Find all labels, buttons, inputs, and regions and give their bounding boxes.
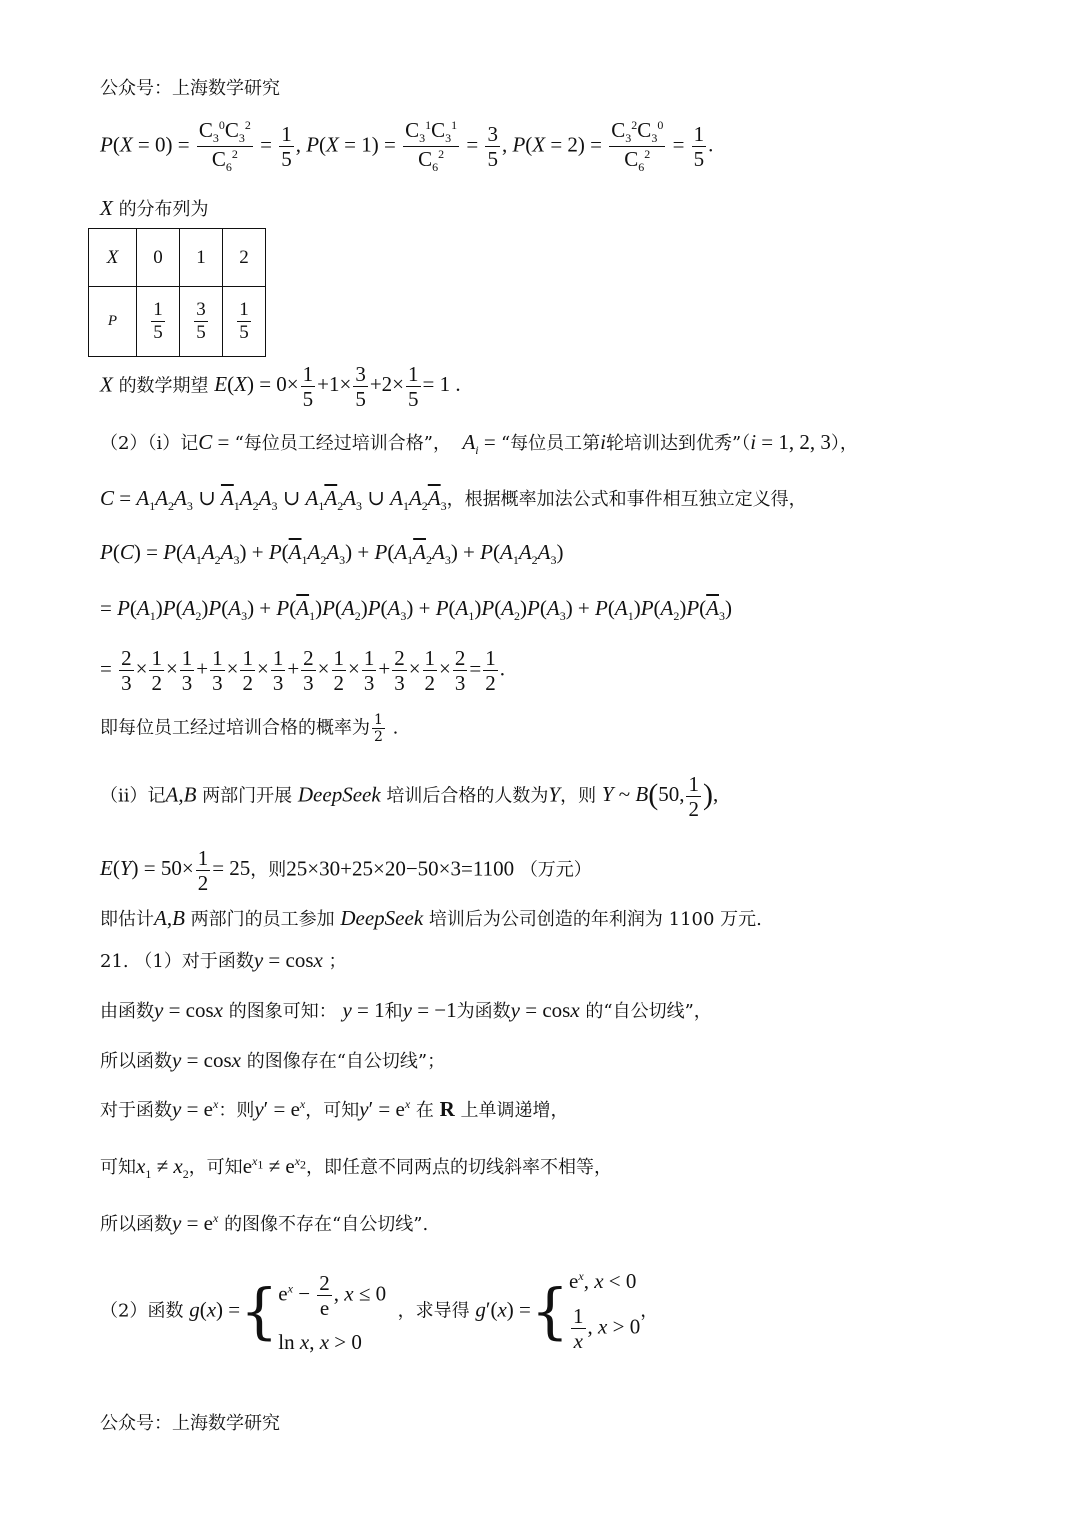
distribution-table (88, 228, 266, 357)
event-union: $C = A_1A_2A_3$ ∪ $\overline{A}_1A_2A_3$ ∪ $A_1\overline{A}_2A_3$ ∪ $A_1A_2\overline{A}_3$，根据概率加法公式和事件相互独立定义得， (100, 486, 807, 514)
footer-source: 公众号：上海数学研究 (100, 1413, 280, 1434)
table-value: 2 (223, 229, 266, 287)
q21-part2-function: （2）函数 g(x) ={ $e^x$ − $\frac{2}{e}$ , x ≤ 0 ln x, x > 0 ，求导得 g′(x) ={ $e^x$, x < 0 $\frac{1}{x}$ , x > 0 ， (100, 1269, 659, 1354)
part2ii-definition: （ii）记A,B 两部门开展 DeepSeek 培训后合格的人数为Y，则 Y ~ B(50, $\frac{1}{2}$ ), (100, 772, 719, 822)
table-prob: $\frac{1}{5}$ (223, 287, 266, 357)
q21-cos-conclusion: 所以函数y = cosx 的图像存在“自公切线”； (100, 1048, 446, 1072)
prob-equations: P(X = 0) = $\frac{C_3^0C_3^2}{C_6^2}$ = $\frac{1}{5}$ , P(X = 1) = $\frac{C_3^1C_3^1}{C_6^2}$ = $\frac{3}{5}$ , P(X = 2) = $\frac{C_3^2C_3^0}{C_6^2}$ = $\frac{1}{5}$ . (100, 118, 714, 175)
q21-exp-conclusion: 所以函数$y = e^x$ 的图像不存在“自公切线”. (100, 1211, 429, 1235)
prob-product-line: = $P(A_1)P(A_2)P(A_3) + P(\overline{A}_1)P(A_2)P(A_3) + P(A_1)P(A_2)P(A_3) + P(A_1)P(A_2)P(\overline{A}_3)$ (100, 596, 732, 624)
table-prob: $\frac{3}{5}$ (180, 287, 223, 357)
part2ii-conclusion: 即估计A,B 两部门的员工参加 DeepSeek 培训后为公司创造的年利润为 1100 万元. (100, 906, 762, 930)
table-var-label: X (89, 229, 137, 287)
q21-exp-slopes: 可知$x_1 \ne x_2$，可知$e^{x_1} \ne e^{x_2}$，即任意不同两点的切线斜率不相等， (100, 1154, 613, 1182)
q21-cos-tangent: 由函数y = cosx 的图象可知： y = 1和y = −1为函数y = cosx 的“自公切线”， (100, 998, 712, 1022)
table-prob: $\frac{1}{5}$ (137, 287, 180, 357)
part2i-definition: （2）（i）记C = “每位员工经过培训合格”， $A_i$ = “每位员工第i轮培训达到优秀”（i = 1, 2, 3）， (100, 430, 858, 458)
q21-exp-derivative: 对于函数$y = e^x$：则$y' = e^x$，可知$y' = e^x$ 在 R 上单调递增， (100, 1097, 569, 1121)
table-value: 0 (137, 229, 180, 287)
table-row (89, 287, 266, 357)
expectation-line: X 的数学期望 E(X) = 0× $\frac{1}{5}$ +1× $\frac{3}{5}$ +2× $\frac{1}{5}$ = 1 . (100, 362, 461, 412)
table-prob-label: P (89, 287, 137, 357)
part2i-conclusion: 即每位员工经过培训合格的概率为 $\frac{1}{2}$ . (100, 712, 399, 746)
table-row (89, 229, 266, 287)
dist-intro: X 的分布列为 (100, 196, 209, 220)
table-value: 1 (180, 229, 223, 287)
header-source: 公众号：上海数学研究 (100, 78, 280, 99)
q21-part1-intro: 21. （1）对于函数y = cosx ； (100, 948, 347, 972)
part2ii-expectation: E(Y) = 50× $\frac{1}{2}$ = 25，则25×30+25×20−50×3=1100 （万元） (100, 846, 592, 896)
prob-sum-line: $P(C) = P(A_1A_2A_3) + P(\overline{A}_1A_2A_3) + P(A_1\overline{A}_2A_3) + P(A_1A_2A_3)$ (100, 540, 564, 568)
prob-value-line: = $\frac{2}{3}$ × $\frac{1}{2}$ × $\frac{1}{3}$ + $\frac{1}{3}$ × $\frac{1}{2}$ × $\frac{1}{3}$ + $\frac{2}{3}$ × $\frac{1}{2}$ × $\frac{1}{3}$ + $\frac{2}{3}$ × $\frac{1}{2}$ × $\frac{2}{3}$ = $\frac{1}{2}$ . (100, 646, 505, 696)
